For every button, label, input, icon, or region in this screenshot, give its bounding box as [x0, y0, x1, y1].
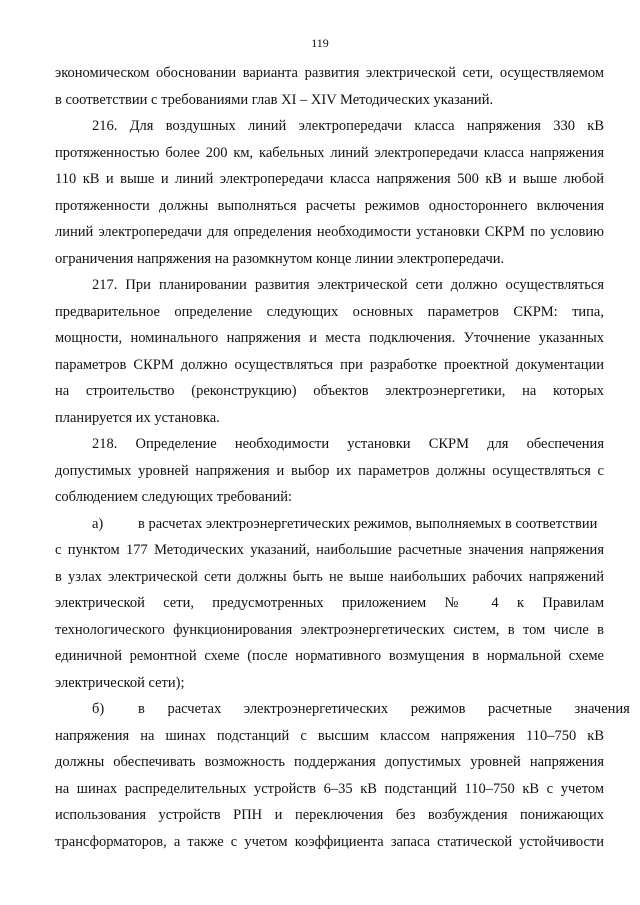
text-line: 110 кВ и выше и линий электропередачи класса напряжения 500 кВ и выше любой	[55, 171, 604, 187]
text-line: соблюдением следующих требований:	[55, 489, 293, 505]
text-line: в узлах электрической сети должны быть не выше наибольших рабочих напряжений	[55, 568, 604, 585]
list-item-a-first-line	[55, 511, 604, 538]
text-line: в расчетах электроэнергетических режимов расчетные значения	[138, 701, 630, 717]
text-line: с пунктом 177 Методических указаний, наибольшие расчетные значения напряжения	[55, 542, 604, 558]
text-line: ограничения напряжения на разомкнутом конце линии электропередачи.	[55, 250, 505, 267]
text-line: напряжения на шинах подстанций с высшим классом напряжения 110–750 кВ	[55, 727, 604, 744]
text-line: предварительное определение следующих основных параметров СКРМ: типа,	[55, 303, 604, 320]
paragraph-218-line: 218. Определение необходимости установки СКРМ для обеспечения	[92, 436, 604, 452]
list-item-label: а)	[92, 515, 104, 532]
text-line: планируется их установка.	[55, 409, 220, 426]
text-line: на шинах распределительных устройств 6–35 кВ подстанций 110–750 кВ с учетом	[55, 780, 604, 797]
text-line: протяженности должны выполняться расчеты режимов одностороннего включения	[55, 197, 604, 214]
text-line: электрической сети, предусмотренных приложением № 4 к Правилам	[55, 595, 604, 611]
text-line: на строительство (реконструкцию) объектов электроэнергетики, на которых	[55, 383, 604, 399]
text-line: допустимых уровней напряжения и выбор их параметров должны осуществляться с	[55, 462, 604, 479]
text-line: протяженностью более 200 км, кабельных линий электропередачи класса напряжения	[55, 144, 604, 161]
text-line: мощности, номинального напряжения и места подключения. Уточнение указанных	[55, 330, 604, 346]
page-number: 119	[311, 36, 329, 50]
text-line: единичной ремонтной схеме (после нормативного возмущения в нормальной схеме	[55, 648, 604, 664]
text-line: параметров СКРМ должно осуществляться при разработке проектной документации	[55, 356, 604, 373]
text-line: должны обеспечивать возможность поддержания допустимых уровней напряжения	[55, 754, 604, 770]
text-line: электрической сети);	[55, 674, 185, 691]
text-line: экономическом обосновании варианта развития электрической сети, осуществляемом	[55, 65, 604, 81]
paragraph-217-line: 217. При планировании развития электрической сети должно осуществляться	[92, 277, 604, 293]
text-line: в расчетах электроэнергетических режимов, выполняемых в соответствии	[138, 515, 598, 532]
list-item-b-first-line	[55, 696, 630, 723]
text-line: линий электропередачи для определения необходимости установки СКРМ по условию	[55, 224, 604, 240]
text-line: трансформаторов, а также с учетом коэффициента запаса статической устойчивости	[55, 833, 604, 850]
document-body	[55, 60, 630, 855]
paragraph-216-line: 216. Для воздушных линий электропередачи класса напряжения 330 кВ	[92, 118, 604, 134]
text-line: в соответствии с требованиями глав XI – XIV Методических указаний.	[55, 91, 494, 108]
text-line: технологического функционирования электроэнергетических систем, в том числе в	[55, 621, 604, 638]
text-line: использования устройств РПН и переключения без возбуждения понижающих	[55, 807, 604, 823]
list-item-label: б)	[92, 701, 105, 717]
